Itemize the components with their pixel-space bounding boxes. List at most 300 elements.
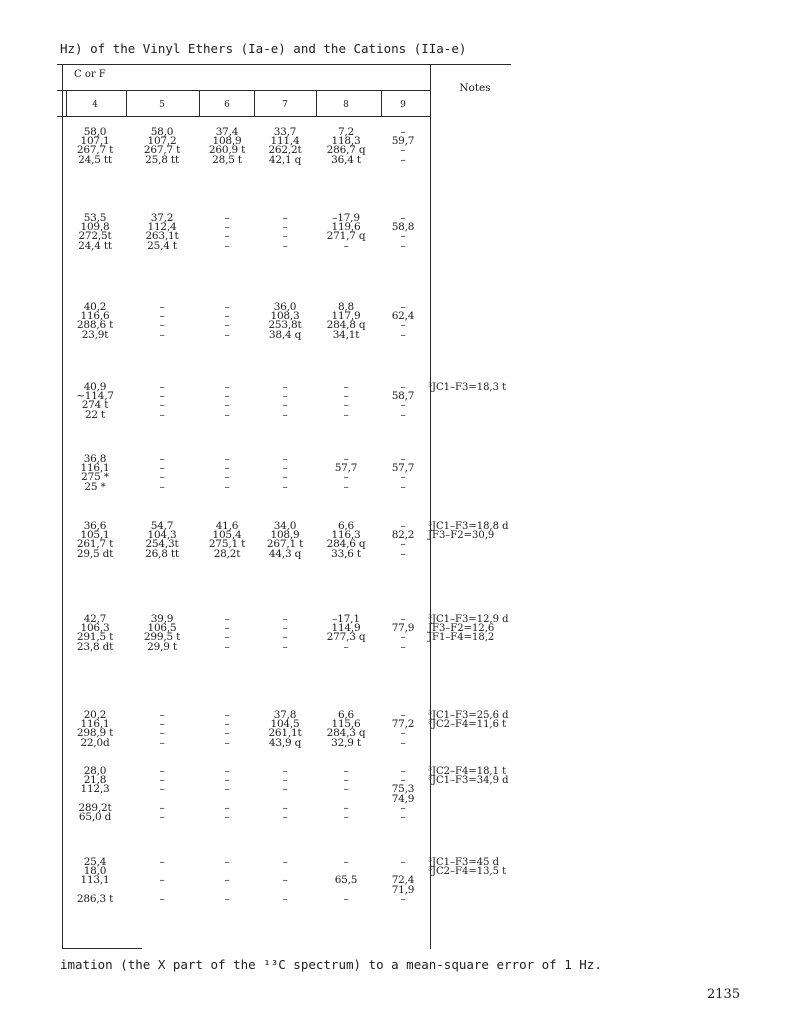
table-cell-value: 105,1	[80, 529, 110, 542]
table-cell-value: –	[400, 144, 406, 157]
table-cell	[372, 767, 434, 822]
table-cell-value: –	[400, 408, 406, 421]
table-cell-value: 116,1	[80, 462, 110, 475]
table-cell	[254, 615, 316, 652]
table-cell-value: 37,2	[150, 212, 174, 224]
table-cell-value: –	[282, 221, 288, 234]
table-cell-value: –	[343, 381, 349, 393]
table-cell-value: 108,9	[270, 529, 300, 542]
table-cell-value: 286,3 t	[76, 892, 114, 905]
table-cell-value: –	[400, 709, 406, 721]
table-cell-value: –	[159, 736, 165, 749]
table-cell-value: –	[400, 727, 406, 740]
column-divider	[199, 90, 200, 116]
table-cell	[64, 522, 126, 559]
table-cell-value: 18,0	[83, 865, 107, 878]
column-divider	[254, 90, 255, 116]
table-cell-value: –	[224, 399, 230, 412]
table-cell-value: –	[400, 230, 406, 243]
table-cell-value: –	[400, 471, 406, 484]
table-cell-value: 58,0	[150, 126, 174, 138]
table-cell-value: –	[224, 381, 230, 393]
table-caption-top: Hz) of the Vinyl Ethers (Ia-e) and the Cations (IIa-e)	[60, 41, 467, 56]
table-cell-value: –	[159, 810, 165, 823]
table-cell-value: 284,6 q	[326, 538, 366, 551]
note-line: ³JC2–F4=11,6 t	[428, 719, 507, 731]
table-cell-value: 42,1 q	[268, 153, 302, 166]
table-bottom-rule	[62, 948, 142, 949]
table-cell-value: –	[400, 640, 406, 653]
table-cell-value: –	[282, 480, 288, 493]
table-cell-value: 39,9	[150, 613, 174, 625]
table-cell-value: ~114,7	[76, 390, 114, 403]
table-cell-value: 116,3	[331, 529, 361, 542]
table-cell	[64, 615, 126, 652]
table-cell	[315, 303, 377, 340]
table-cell-value: –17,9	[332, 212, 360, 224]
table-cell-value: –	[400, 765, 406, 777]
table-cell-value: –	[400, 319, 406, 332]
table-cell	[315, 767, 377, 822]
note-line: JF3–F2=12,6	[428, 623, 495, 635]
table-cell-value: –	[400, 126, 406, 138]
table-cell-value: 261,1t	[268, 727, 302, 740]
table-cell-value: 38,4 q	[268, 328, 302, 341]
table-cell-value: –	[224, 622, 230, 635]
table-cell-value: 6,6	[337, 520, 355, 532]
table-cell-value: –	[159, 471, 165, 484]
table-cell	[196, 615, 258, 652]
table-cell	[131, 711, 193, 748]
table-cell-value: 118,3	[331, 135, 361, 148]
header-notes: Notes	[459, 82, 491, 94]
table-cell-value: 299,5 t	[143, 631, 181, 644]
table-cell	[131, 615, 193, 652]
table-cell	[64, 128, 126, 165]
header-c-or-f: C or F	[74, 69, 106, 80]
table-cell	[196, 128, 258, 165]
table-cell-value: –	[282, 230, 288, 243]
table-cell	[196, 383, 258, 420]
table-cell-value: –	[343, 856, 349, 868]
table-cell-value: –	[282, 856, 288, 868]
table-cell-value: –	[400, 453, 406, 465]
table-cell	[254, 522, 316, 559]
table-cell-value: 291,5 t	[76, 631, 114, 644]
note-line: ³JC1–F3=45 d	[428, 857, 500, 868]
table-cell-value: 20,2	[83, 709, 107, 721]
table-cell-value: –	[400, 153, 406, 166]
table-cell	[131, 214, 193, 251]
table-cell-value: 253,8t	[268, 319, 302, 332]
table-cell-value: –	[159, 381, 165, 393]
note-line: ³JC1–F3=12,9 d	[428, 614, 509, 625]
table-cell-value: 25,4	[83, 856, 107, 868]
table-cell-value: –	[159, 480, 165, 493]
table-cell-value: 108,3	[270, 310, 300, 323]
column-header: 7	[282, 100, 288, 110]
table-cell-value: –	[400, 239, 406, 252]
table-cell-value: –	[282, 774, 288, 787]
table-cell-value: –	[343, 390, 349, 403]
table-left-rule	[62, 64, 63, 949]
table-cell	[315, 711, 377, 748]
table-cell-value: 40,2	[83, 301, 107, 313]
table-cell-value: –	[282, 399, 288, 412]
table-cell-value: –	[400, 328, 406, 341]
table-cell	[315, 383, 377, 420]
table-cell-value: 36,0	[273, 301, 297, 313]
table-cell-value: 23,9t	[81, 328, 109, 341]
table-cell-value: –	[159, 390, 165, 403]
table-cell-value: –	[400, 212, 406, 224]
table-cell	[131, 858, 193, 904]
column-divider	[126, 90, 127, 116]
table-cell-value: 286,7 q	[326, 144, 366, 157]
table-cell-value: 28,2t	[213, 547, 241, 560]
table-cell-value: –	[282, 622, 288, 635]
table-cell-value: 34,0	[273, 520, 297, 532]
table-cell-value: –	[224, 239, 230, 252]
column-divider	[66, 90, 67, 116]
table-cell-value: 6,6	[337, 709, 355, 721]
table-cell	[254, 858, 316, 904]
table-cell-value: –	[343, 399, 349, 412]
table-cell	[196, 455, 258, 492]
table-cell-value: –	[224, 783, 230, 796]
table-cell	[64, 711, 126, 748]
table-cell-value: 57,7	[334, 462, 358, 475]
header-group-rule	[57, 90, 430, 91]
table-cell-value: –17,1	[332, 613, 360, 625]
table-cell-value: –	[159, 856, 165, 868]
table-cell-value: –	[400, 631, 406, 644]
table-note	[428, 711, 509, 729]
table-cell-value: –	[224, 631, 230, 644]
table-cell-value: 8,8	[337, 301, 355, 313]
table-cell-value: –	[282, 765, 288, 777]
column-header: 8	[343, 100, 349, 110]
header-bottom-rule	[57, 116, 430, 117]
column-header: 5	[159, 100, 165, 110]
table-cell-value: 58,0	[83, 126, 107, 138]
table-cell-value: 74,9	[391, 792, 415, 805]
table-cell-value: 75,3	[391, 783, 415, 796]
table-cell-value: 288,6 t	[76, 319, 114, 332]
table-cell-value: 104,3	[147, 529, 177, 542]
table-cell-value: –	[343, 892, 349, 905]
table-cell	[196, 767, 258, 822]
table-cell-value: –	[224, 310, 230, 323]
table-cell-value: –	[159, 727, 165, 740]
table-cell-value: –	[343, 774, 349, 787]
table-cell-value: –	[282, 381, 288, 393]
table-cell-value: 105,4	[212, 529, 242, 542]
table-cell-value: 43,9 q	[268, 736, 302, 749]
table-cell-value: 28,0	[83, 765, 107, 777]
table-cell-value: –	[224, 640, 230, 653]
table-cell	[315, 858, 377, 904]
table-cell-value: 82,2	[391, 529, 415, 542]
table-cell	[372, 383, 434, 420]
table-cell-value: –	[224, 892, 230, 905]
table-cell-value: –	[224, 390, 230, 403]
table-cell-value: –	[224, 736, 230, 749]
table-cell-value: –	[282, 613, 288, 625]
note-line: ³JC1–F3=25,6 d	[428, 710, 509, 721]
table-cell-value: 58,8	[391, 221, 415, 234]
table-cell-value: 261,7 t	[76, 538, 114, 551]
table-cell-value: –	[400, 801, 406, 814]
table-cell-value: 112,4	[147, 221, 177, 234]
table-cell-value: 298,9 t	[76, 727, 114, 740]
table-note	[428, 383, 506, 392]
table-cell-value: 42,7	[83, 613, 107, 625]
table-cell-value: 275 *	[81, 471, 109, 484]
table-cell	[196, 858, 258, 904]
table-cell-value: –	[224, 480, 230, 493]
note-line: ³JC2–F4=18,1 t	[428, 766, 507, 777]
table-cell-value: –	[282, 783, 288, 796]
table-cell-value: 277,3 q	[326, 631, 366, 644]
table-cell	[315, 522, 377, 559]
table-cell-value: 104,5	[270, 718, 300, 731]
table-cell-value: –	[282, 239, 288, 252]
table-cell	[254, 455, 316, 492]
table-cell-value: 112,3	[80, 783, 110, 796]
table-cell-value: –	[224, 212, 230, 224]
table-cell-value: 36,6	[83, 520, 107, 532]
table-cell-value: –	[282, 892, 288, 905]
table-cell-value: 65,0 d	[78, 810, 112, 823]
table-cell-value: –	[282, 408, 288, 421]
table-cell	[372, 522, 434, 559]
table-cell-value: –	[343, 453, 349, 465]
table-cell-value: 274 t	[81, 399, 109, 412]
note-line: JF1–F4=18,2	[428, 632, 495, 644]
table-cell-value: –	[159, 328, 165, 341]
table-cell-value: 7,2	[337, 126, 355, 138]
table-cell-value: –	[159, 783, 165, 796]
table-cell-value: 254,3t	[145, 538, 179, 551]
table-cell-value: 37,4	[215, 126, 239, 138]
table-cell-value: –	[282, 810, 288, 823]
table-cell-value: –	[400, 520, 406, 532]
note-line: ³JC2–F4=13,5 t	[428, 866, 507, 878]
column-header: 9	[400, 100, 406, 110]
table-cell-value: 271,7 q	[326, 230, 366, 243]
table-top-rule	[57, 64, 511, 65]
table-cell-value: –	[282, 640, 288, 653]
table-cell	[254, 383, 316, 420]
table-cell-value: 284,8 q	[326, 319, 366, 332]
table-cell-value: 53,5	[83, 212, 107, 224]
table-cell-value: –	[343, 801, 349, 814]
table-cell-value: –	[400, 547, 406, 560]
table-cell-value: –	[159, 774, 165, 787]
table-cell-value: –	[224, 328, 230, 341]
table-cell-value: –	[224, 462, 230, 475]
table-note	[428, 615, 509, 643]
table-cell-value: 272,5t	[78, 230, 112, 243]
table-cell-value: 108,9	[212, 135, 242, 148]
table-cell-value: 263,1t	[145, 230, 179, 243]
table-cell-value: –	[400, 381, 406, 393]
table-cell-value: 284,3 q	[326, 727, 366, 740]
table-cell	[64, 858, 126, 904]
table-cell	[196, 522, 258, 559]
table-cell	[372, 128, 434, 165]
table-cell-value: 25,4 t	[147, 239, 177, 252]
table-caption-bottom: imation (the X part of the ¹³C spectrum) to a mean-square error of 1 Hz.	[60, 957, 602, 972]
table-cell	[64, 214, 126, 251]
table-cell	[372, 615, 434, 652]
table-cell-value: 275,1 t	[208, 538, 246, 551]
table-cell-value: 116,1	[80, 718, 110, 731]
table-cell-value: 34,1t	[332, 328, 360, 341]
table-cell-value: 260,9 t	[208, 144, 246, 157]
table-cell-value: 40,9	[83, 381, 107, 393]
table-cell-value: 59,7	[391, 135, 415, 148]
table-cell-value: –	[400, 774, 406, 787]
table-cell-value: 44,3 q	[268, 547, 302, 560]
table-note	[428, 858, 506, 876]
table-cell-value: –	[400, 892, 406, 905]
table-cell-value: –	[400, 538, 406, 551]
table-cell-value: –	[224, 453, 230, 465]
table-cell-value: 267,7 t	[76, 144, 114, 157]
table-cell	[131, 767, 193, 822]
table-cell-value: 28,5 t	[212, 153, 242, 166]
table-cell-value: 33,7	[273, 126, 297, 138]
table-cell-value: 62,4	[391, 310, 415, 323]
table-cell-value: –	[400, 480, 406, 493]
table-cell-value: –	[224, 319, 230, 332]
table-cell	[254, 303, 316, 340]
table-cell-value: –	[400, 301, 406, 313]
table-cell	[254, 767, 316, 822]
table-cell	[64, 383, 126, 420]
table-cell-value: –	[159, 319, 165, 332]
table-cell-value: 24,4 tt	[78, 239, 112, 252]
table-cell-value: 262,2t	[268, 144, 302, 157]
table-cell-value: –	[224, 718, 230, 731]
table-cell-value: –	[400, 856, 406, 868]
note-line: ³JC1–F3=34,9 d	[428, 775, 509, 787]
table-cell	[196, 711, 258, 748]
table-cell-value: 289,2t	[78, 801, 112, 814]
table-cell-value: –	[400, 810, 406, 823]
table-cell-value: –	[343, 810, 349, 823]
table-cell-value: –	[343, 480, 349, 493]
note-line: ³JC1–F3=18,3 t	[428, 382, 507, 393]
table-cell	[64, 767, 126, 822]
table-cell-value: 77,9	[391, 622, 415, 635]
table-cell	[372, 455, 434, 492]
table-cell	[254, 128, 316, 165]
table-cell-value: –	[282, 874, 288, 887]
table-cell-value: 57,7	[391, 462, 415, 475]
table-cell	[131, 383, 193, 420]
table-cell-value: –	[400, 399, 406, 412]
table-cell-value: 111,4	[270, 135, 300, 148]
table-cell-value: 106,3	[80, 622, 110, 635]
table-cell-value: 24,5 tt	[78, 153, 112, 166]
table-cell-value: 65,5	[334, 874, 358, 887]
table-cell-value: –	[159, 399, 165, 412]
table-cell-value: 22 t	[84, 408, 106, 421]
column-header: 6	[224, 100, 230, 110]
table-cell-value: –	[282, 212, 288, 224]
table-cell-value: 41,6	[215, 520, 239, 532]
table-cell-value: 36,8	[83, 453, 107, 465]
table-cell-value: –	[159, 709, 165, 721]
table-cell-value: –	[282, 471, 288, 484]
table-cell-value: 119,6	[331, 221, 361, 234]
table-cell-value: –	[224, 874, 230, 887]
table-cell-value: 116,6	[80, 310, 110, 323]
table-cell-value: –	[224, 727, 230, 740]
table-cell-value: –	[343, 408, 349, 421]
table-cell	[372, 858, 434, 904]
table-cell	[372, 303, 434, 340]
table-cell-value: –	[159, 462, 165, 475]
table-cell-value: 54,7	[150, 520, 174, 532]
table-cell-value: –	[159, 874, 165, 887]
table-cell-value: –	[224, 408, 230, 421]
table-cell-value: 26,8 tt	[145, 547, 179, 560]
table-cell-value: 22,0d	[80, 736, 110, 749]
table-cell-value: 72,4	[391, 874, 415, 887]
table-cell	[315, 455, 377, 492]
table-cell-value: 77,2	[391, 718, 415, 731]
table-cell-value: –	[282, 631, 288, 644]
table-cell-value: 114,9	[331, 622, 361, 635]
table-cell-value: –	[224, 801, 230, 814]
table-cell	[254, 711, 316, 748]
table-cell-value: –	[159, 408, 165, 421]
table-cell	[315, 214, 377, 251]
table-cell-value: 71,9	[391, 883, 415, 896]
table-cell-value: –	[400, 736, 406, 749]
table-cell-value: –	[282, 462, 288, 475]
table-cell-value: –	[224, 301, 230, 313]
column-header: 4	[92, 100, 98, 110]
table-cell-value: –	[224, 709, 230, 721]
table-cell	[372, 214, 434, 251]
table-cell-value: –	[159, 765, 165, 777]
table-cell	[64, 303, 126, 340]
table-cell-value: 29,5 dt	[76, 547, 114, 560]
table-cell-value: –	[224, 613, 230, 625]
table-cell-value: 25,8 tt	[145, 153, 179, 166]
table-cell	[372, 711, 434, 748]
table-cell-value: 29,9 t	[147, 640, 177, 653]
table-cell-value: –	[343, 765, 349, 777]
table-cell-value: –	[343, 239, 349, 252]
table-cell-value: –	[343, 783, 349, 796]
table-cell-value: –	[343, 640, 349, 653]
table-cell-value: 21,8	[83, 774, 107, 787]
table-cell-value: –	[224, 765, 230, 777]
table-cell-value: –	[224, 856, 230, 868]
page-number: 2135	[707, 987, 741, 1002]
table-cell-value: –	[224, 230, 230, 243]
table-cell-value: 32,9 t	[331, 736, 361, 749]
table-cell	[196, 214, 258, 251]
table-cell-value: 107,1	[80, 135, 110, 148]
table-cell-value: 36,4 t	[331, 153, 361, 166]
